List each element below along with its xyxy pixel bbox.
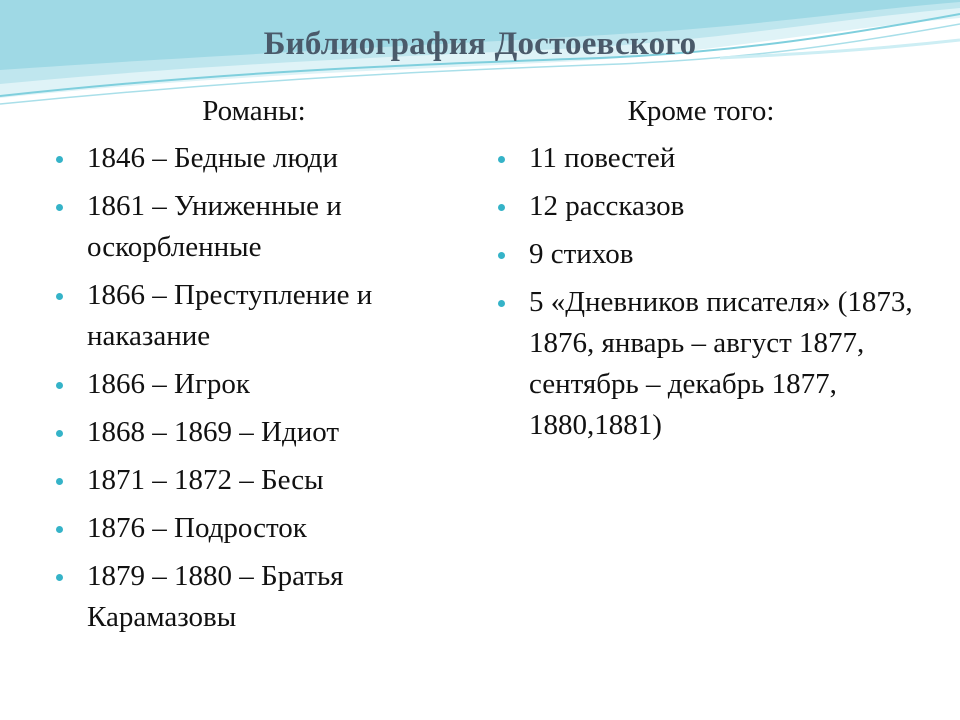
- list-item: [54, 138, 454, 179]
- list-item-text: 1868 – 1869 – Идиот: [87, 416, 340, 448]
- list-item: [54, 460, 454, 501]
- bullet-icon: [498, 300, 505, 307]
- bullet-icon: [56, 382, 63, 389]
- list-item-text: 1866 – Игрок: [87, 368, 250, 400]
- list-item: [54, 186, 454, 268]
- list-item: [54, 275, 454, 357]
- bullet-icon: [498, 156, 505, 163]
- list-item: [54, 508, 454, 549]
- bullet-icon: [498, 252, 505, 259]
- list-item: [496, 234, 916, 275]
- list-item-text: 9 стихов: [529, 238, 634, 270]
- list-item-text: 1861 – Униженные и оскорбленные: [87, 190, 342, 263]
- list-item-text: 11 повестей: [529, 142, 676, 174]
- novels-list: [54, 138, 454, 638]
- list-item: [54, 364, 454, 405]
- list-item-text: 1879 – 1880 – Братья Карамазовы: [87, 560, 344, 633]
- list-item-text: 1876 – Подросток: [87, 512, 307, 544]
- list-item: [54, 556, 454, 638]
- bullet-icon: [56, 204, 63, 211]
- list-item-text: 1871 – 1872 – Бесы: [87, 464, 324, 496]
- other-works-column: [496, 92, 916, 453]
- list-item-text: 1866 – Преступление и наказание: [87, 279, 373, 352]
- novels-column: [54, 92, 454, 645]
- bullet-icon: [56, 478, 63, 485]
- slide-title: Библиография Достоевского: [263, 26, 697, 62]
- bullet-icon: [56, 293, 63, 300]
- list-item-text: 5 «Дневников писателя» (1873, 1876, январь – август 1877, сентябрь – декабрь 1877, 1880,1881): [529, 286, 913, 441]
- bullet-icon: [498, 204, 505, 211]
- bullet-icon: [56, 156, 63, 163]
- list-item: [496, 186, 916, 227]
- list-item: [54, 412, 454, 453]
- bullet-icon: [56, 526, 63, 533]
- bullet-icon: [56, 574, 63, 581]
- list-item: [496, 138, 916, 179]
- list-item-text: 12 рассказов: [529, 190, 685, 222]
- novels-heading: Романы:: [202, 95, 306, 127]
- other-works-heading: Кроме того:: [627, 95, 775, 127]
- bullet-icon: [56, 430, 63, 437]
- list-item-text: 1846 – Бедные люди: [87, 142, 338, 174]
- list-item: [496, 282, 916, 446]
- other-works-list: [496, 138, 916, 446]
